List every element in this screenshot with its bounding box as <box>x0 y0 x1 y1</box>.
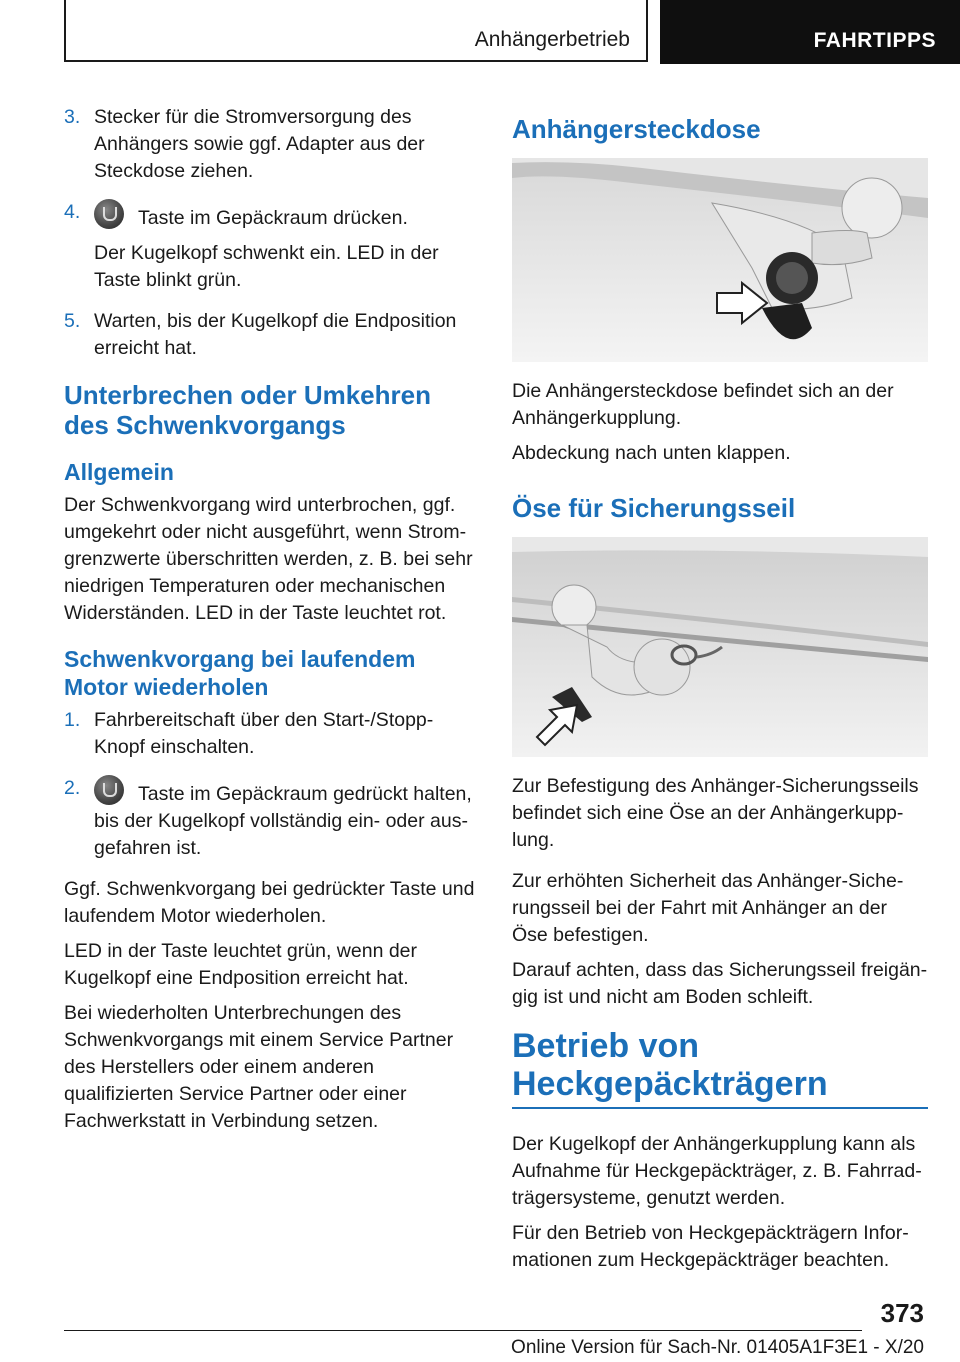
paragraph: Darauf achten, dass das Sicherungsseil freigängig ist und nicht am Boden schleift. <box>512 959 928 1008</box>
paragraph: Die Anhängersteckdose befindet sich an der Anhängerkupplung. <box>512 380 894 429</box>
step-subtext: Der Kugelkopf schwenkt ein. LED in der Taste blinkt grün. <box>94 242 439 291</box>
eyelet-illustration <box>512 537 928 757</box>
heading-interrupt: Unterbrechen oder Umkehren des Schwenkvorgangs <box>64 380 431 440</box>
list-item <box>64 707 478 761</box>
paragraph: Zur Befestigung des Anhänger-Sicherungsseils befindet sich eine Öse an der Anhängerkupplung. <box>512 775 919 851</box>
heading-socket: Anhängersteckdose <box>512 114 761 144</box>
page-header <box>0 0 960 64</box>
list-item <box>64 775 478 862</box>
page-number: 373 <box>880 1298 924 1328</box>
step-text: Stecker für die Stromversorgung des Anhängers sowie ggf. Adapter aus der Steckdose ziehen. <box>94 106 425 182</box>
paragraph: Der Kugelkopf der Anhängerkupplung kann als Aufnahme für Heckgepäckträger, z. B. Fahrradträgersysteme, genutzt werden. <box>512 1133 922 1209</box>
right-column <box>512 96 928 1282</box>
step-number: 5. <box>64 310 81 332</box>
step-number: 4. <box>64 201 81 223</box>
list-item <box>64 308 478 362</box>
step-text: Taste im Gepäckraum drücken. <box>138 207 408 229</box>
step-number: 3. <box>64 106 81 128</box>
step-number: 1. <box>64 709 81 731</box>
chapter-title: FAHRTIPPS <box>813 29 936 52</box>
step-text: Fahrbereitschaft über den Start-/Stopp-Knopf einschalten. <box>94 709 434 758</box>
paragraph: Ggf. Schwenkvorgang bei gedrückter Taste und laufendem Motor wiederholen. <box>64 878 475 927</box>
footer-text: Online Version für Sach-Nr. 01405A1F3E1 - X/20 <box>511 1337 924 1358</box>
socket-image <box>512 158 928 362</box>
hitch-button-icon <box>94 199 124 229</box>
paragraph: Zur erhöhten Sicherheit das Anhänger-Sicherungsseil bei der Fahrt mit Anhänger an der Öse befestigen. <box>512 870 904 946</box>
paragraph: Für den Betrieb von Heckgepäckträgern Informationen zum Heckgepäckträger beachten. <box>512 1222 909 1271</box>
hitch-button-icon <box>94 775 124 805</box>
step-number: 2. <box>64 777 81 799</box>
heading-general: Allgemein <box>64 459 174 485</box>
footer-divider <box>64 1330 862 1331</box>
step-text: Taste im Gepäckraum gedrückt halten, bis der Kugelkopf vollständig ein- oder ausgefahren ist. <box>94 783 472 859</box>
heading-rack-block <box>512 1027 928 1109</box>
chapter-tab <box>660 0 960 64</box>
section-title: Anhängerbetrieb <box>474 28 630 51</box>
heading-eyelet: Öse für Sicherungsseil <box>512 493 796 523</box>
paragraph: Bei wiederholten Unterbrechungen des Schwenkvorgangs mit einem Service Partner des Herstellers oder einem anderen qualifizierten Service Partner oder einer Fachwerkstatt in Verbindung setzen. <box>64 1002 454 1132</box>
eyelet-image <box>512 537 928 757</box>
heading-rack: Betrieb von Heckgepäckträgern <box>512 1027 828 1103</box>
list-item <box>64 104 478 185</box>
heading-repeat: Schwenkvorgang bei laufendem Motor wiederholen <box>64 646 416 700</box>
left-column <box>64 104 478 1143</box>
paragraph: LED in der Taste leuchtet grün, wenn der Kugelkopf eine Endposition erreicht hat. <box>64 940 418 989</box>
list-item <box>64 199 478 294</box>
socket-illustration <box>512 158 928 362</box>
paragraph: Der Schwenkvorgang wird unterbrochen, ggf. umgekehrt oder nicht ausgeführt, wenn Stromgrenzwerte überschritten werden, z. B. bei sehr niedrigen Temperaturen oder mechanischen Widerständen. LED in der Taste leuchtet rot. <box>64 494 473 624</box>
paragraph: Abdeckung nach unten klappen. <box>512 442 791 464</box>
step-text: Warten, bis der Kugelkopf die Endposition erreicht hat. <box>94 310 457 359</box>
